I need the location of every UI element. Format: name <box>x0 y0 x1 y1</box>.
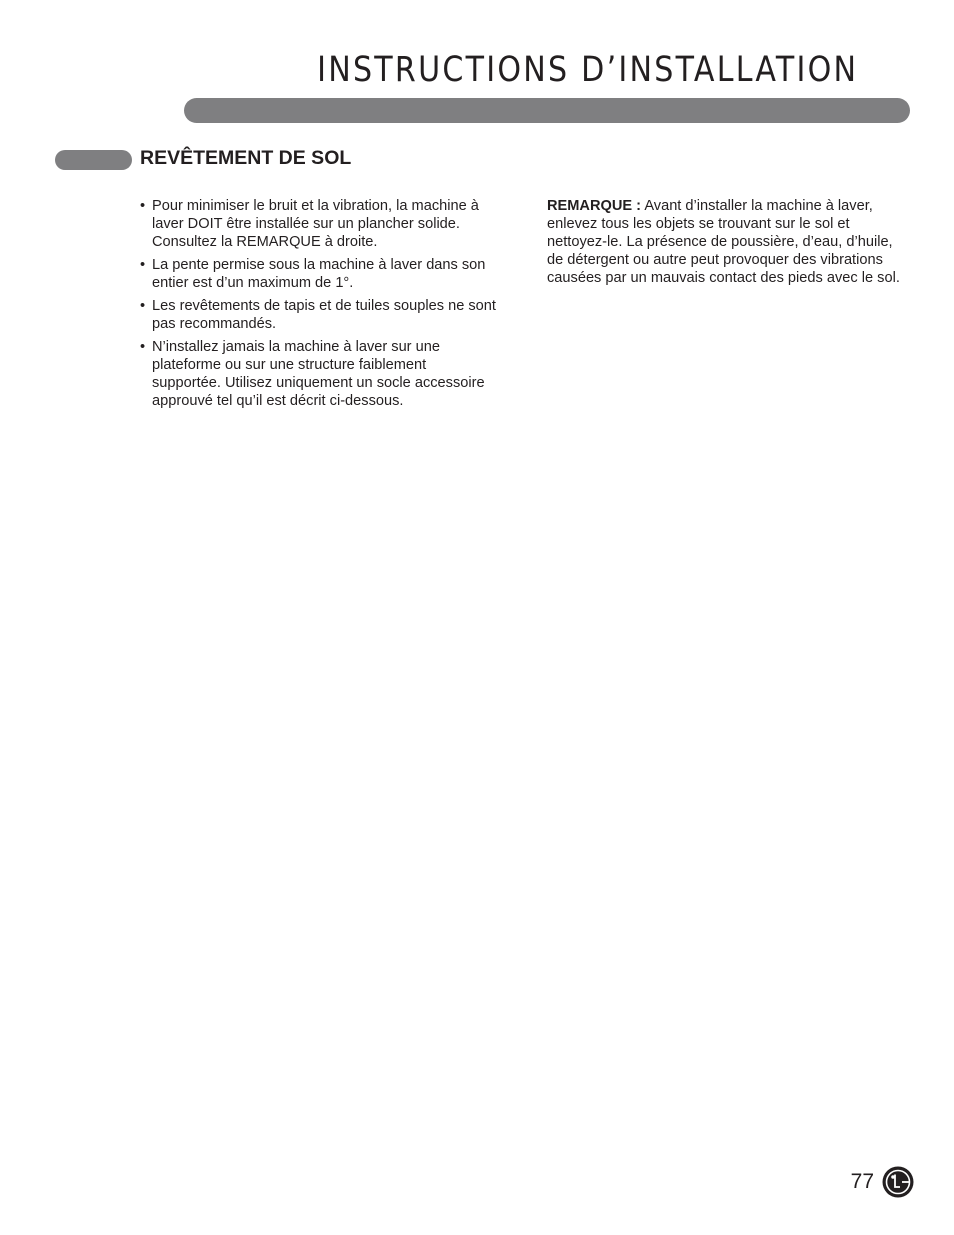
title-bar <box>184 98 910 123</box>
section-pill <box>55 150 132 170</box>
bullet-icon: • <box>140 298 146 314</box>
left-column <box>140 197 498 415</box>
list-item <box>140 297 498 333</box>
page-title: INSTRUCTIONS D’INSTALLATION <box>316 50 858 90</box>
note-paragraph <box>547 197 909 287</box>
section-heading: REVÊTEMENT DE SOL <box>140 147 352 169</box>
lg-logo-icon <box>882 1166 914 1198</box>
page-number: 77 <box>850 1170 874 1193</box>
note-text: Avant d’installer la machine à laver, enlevez tous les objets se trouvant sur le sol et nettoyez-le. La présence de poussière, d’eau, d’huile, de détergent ou autre peut provoquer des vibrations causées par un mauvais contact des pieds avec le sol. <box>547 198 900 286</box>
note-label: REMARQUE : <box>547 198 642 214</box>
bullet-text: N’installez jamais la machine à laver sur une plateforme ou sur une structure faiblement supportée. Utilisez uniquement un socle accessoire approuvé tel qu’il est décrit ci-dessous. <box>152 339 485 409</box>
bullet-text: Pour minimiser le bruit et la vibration, la machine à laver DOIT être installée sur un plancher solide. Consultez la REMARQUE à droite. <box>152 198 479 250</box>
bullet-list <box>140 197 498 410</box>
bullet-icon: • <box>140 257 146 273</box>
list-item <box>140 338 498 410</box>
bullet-icon: • <box>140 339 146 355</box>
bullet-text: La pente permise sous la machine à laver dans son entier est d’un maximum de 1°. <box>152 257 486 291</box>
right-column <box>547 197 909 287</box>
list-item <box>140 197 498 251</box>
footer <box>851 1166 914 1198</box>
list-item <box>140 256 498 292</box>
bullet-icon: • <box>140 198 146 214</box>
bullet-text: Les revêtements de tapis et de tuiles souples ne sont pas recommandés. <box>152 298 496 332</box>
